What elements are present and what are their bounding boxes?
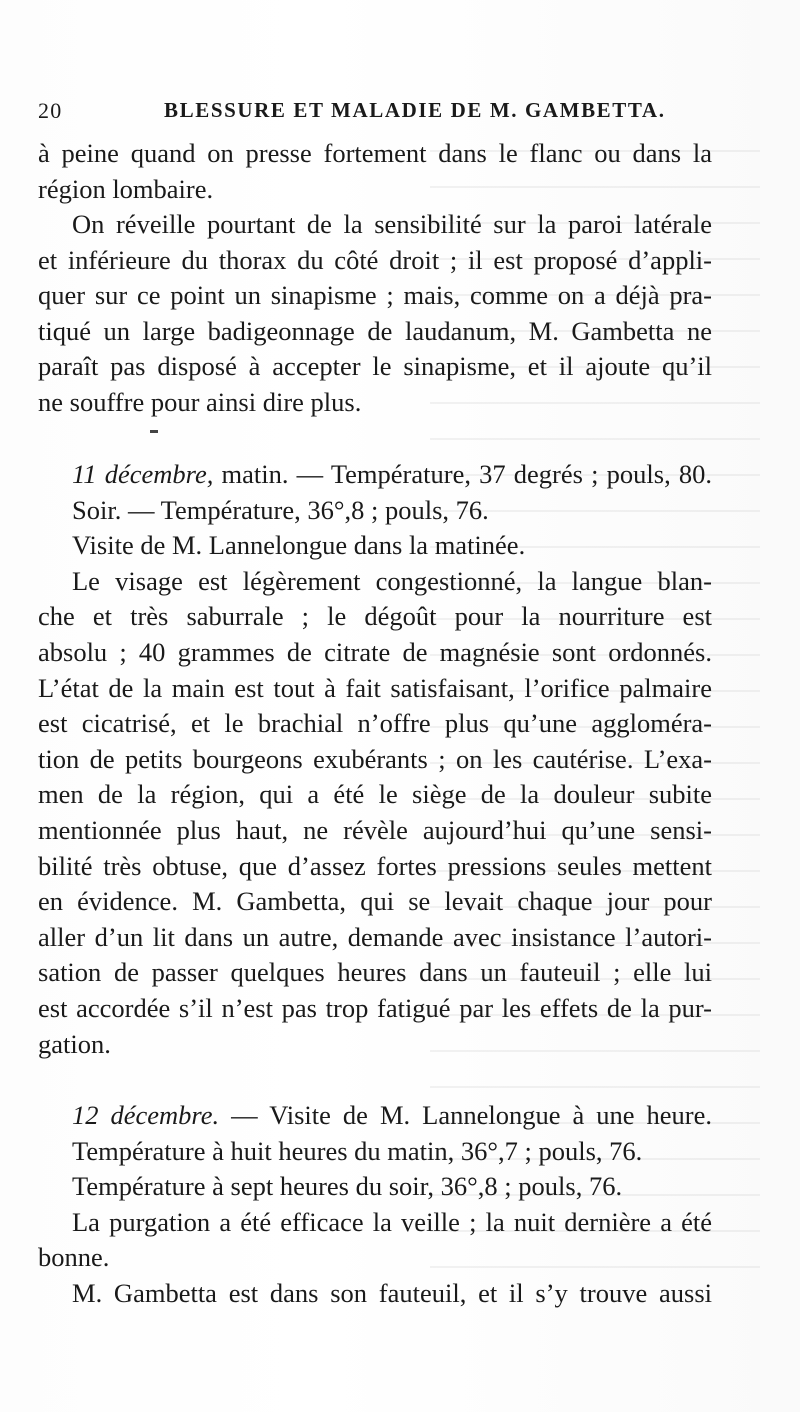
running-head [38, 98, 718, 128]
text-line: sation de passer quelques heures dans un fauteuil ; elle lui [38, 957, 712, 988]
text-line: région lombaire. [38, 173, 214, 204]
text-line: bonne. [38, 1242, 110, 1273]
text-line: tiqué un large badigeonnage de laudanum, M. Gambetta ne [38, 315, 712, 346]
entry-date: 12 décembre. [72, 1100, 220, 1130]
text-line: paraît pas disposé à accepter le sinapisme, et il ajoute qu’il [38, 351, 712, 382]
text-line: et inférieure du thorax du côté droit ; il est proposé d’appli- [38, 244, 712, 275]
text-line: Visite de M. Lannelongue dans la matinée. [72, 530, 526, 561]
text-line: Soir. — Température, 36°,8 ; pouls, 76. [72, 494, 489, 525]
text-line: à peine quand on presse fortement dans le flanc ou dans la [38, 138, 712, 168]
entry-heading-rest: — Visite de M. Lannelongue à une heure. [219, 1100, 713, 1130]
text-line: L’état de la main est tout à fait satisfaisant, l’orifice palmaire [38, 672, 712, 703]
entry-heading-rest: matin. — Température, 37 degrés ; pouls, 80. [213, 459, 712, 489]
text-line: Température à huit heures du matin, 36°,7 ; pouls, 76. [72, 1135, 643, 1166]
text-line: tion de petits bourgeons exubérants ; on les cautérise. L’exa- [38, 743, 712, 774]
text-line: gation. [38, 1028, 111, 1059]
paragraph-sensibility [38, 207, 712, 421]
text-line: Température à sept heures du soir, 36°,8 ; pouls, 76. [72, 1171, 623, 1202]
text-line: quer sur ce point un sinapisme ; mais, comme on a déjà pra- [38, 280, 712, 311]
text-line: bilité très obtuse, que d’assez fortes pressions seules mettent [38, 850, 712, 881]
entry-heading-line [38, 1098, 712, 1134]
entry-date: 11 décembre, [72, 459, 214, 489]
text-line: Le visage est légèrement congestionné, la langue blan- [72, 565, 712, 596]
text-line: absolu ; 40 grammes de citrate de magnésie sont ordonnés. [38, 636, 712, 667]
entry-11-decembre [38, 457, 712, 1062]
text-line: On réveille pourtant de la sensibilité sur la paroi latérale [72, 209, 712, 239]
entry-heading-line [38, 457, 712, 493]
ink-mark [150, 430, 158, 433]
text-line: men de la région, qui a été le siège de la douleur subite [38, 779, 712, 810]
text-line: che et très saburrale ; le dégoût pour la nourriture est [38, 601, 712, 632]
text-line: mentionnée plus haut, ne révèle aujourd’hui qu’une sensi- [38, 814, 712, 845]
text-line: aller d’un lit dans un autre, demande avec insistance l’autori- [38, 921, 712, 952]
text-line: M. Gambetta est dans son fauteuil, et il s’y trouve aussi [72, 1277, 712, 1308]
page-number: 20 [38, 98, 63, 123]
text-line: en évidence. M. Gambetta, qui se levait chaque jour pour [38, 886, 712, 917]
text-line: La purgation a été efficace la veille ; la nuit dernière a été [72, 1206, 712, 1237]
running-title: BLESSURE ET MALADIE DE M. GAMBETTA. [164, 98, 666, 122]
text-line: est accordée s’il n’est pas trop fatigué par les effets de la pur- [38, 992, 712, 1023]
text-line: est cicatrisé, et le brachial n’offre plus qu’une aggloméra- [38, 708, 712, 739]
text-line: ne souffre pour ainsi dire plus. [38, 386, 362, 417]
entry-12-decembre [38, 1098, 712, 1312]
paragraph-continuation [38, 136, 712, 207]
